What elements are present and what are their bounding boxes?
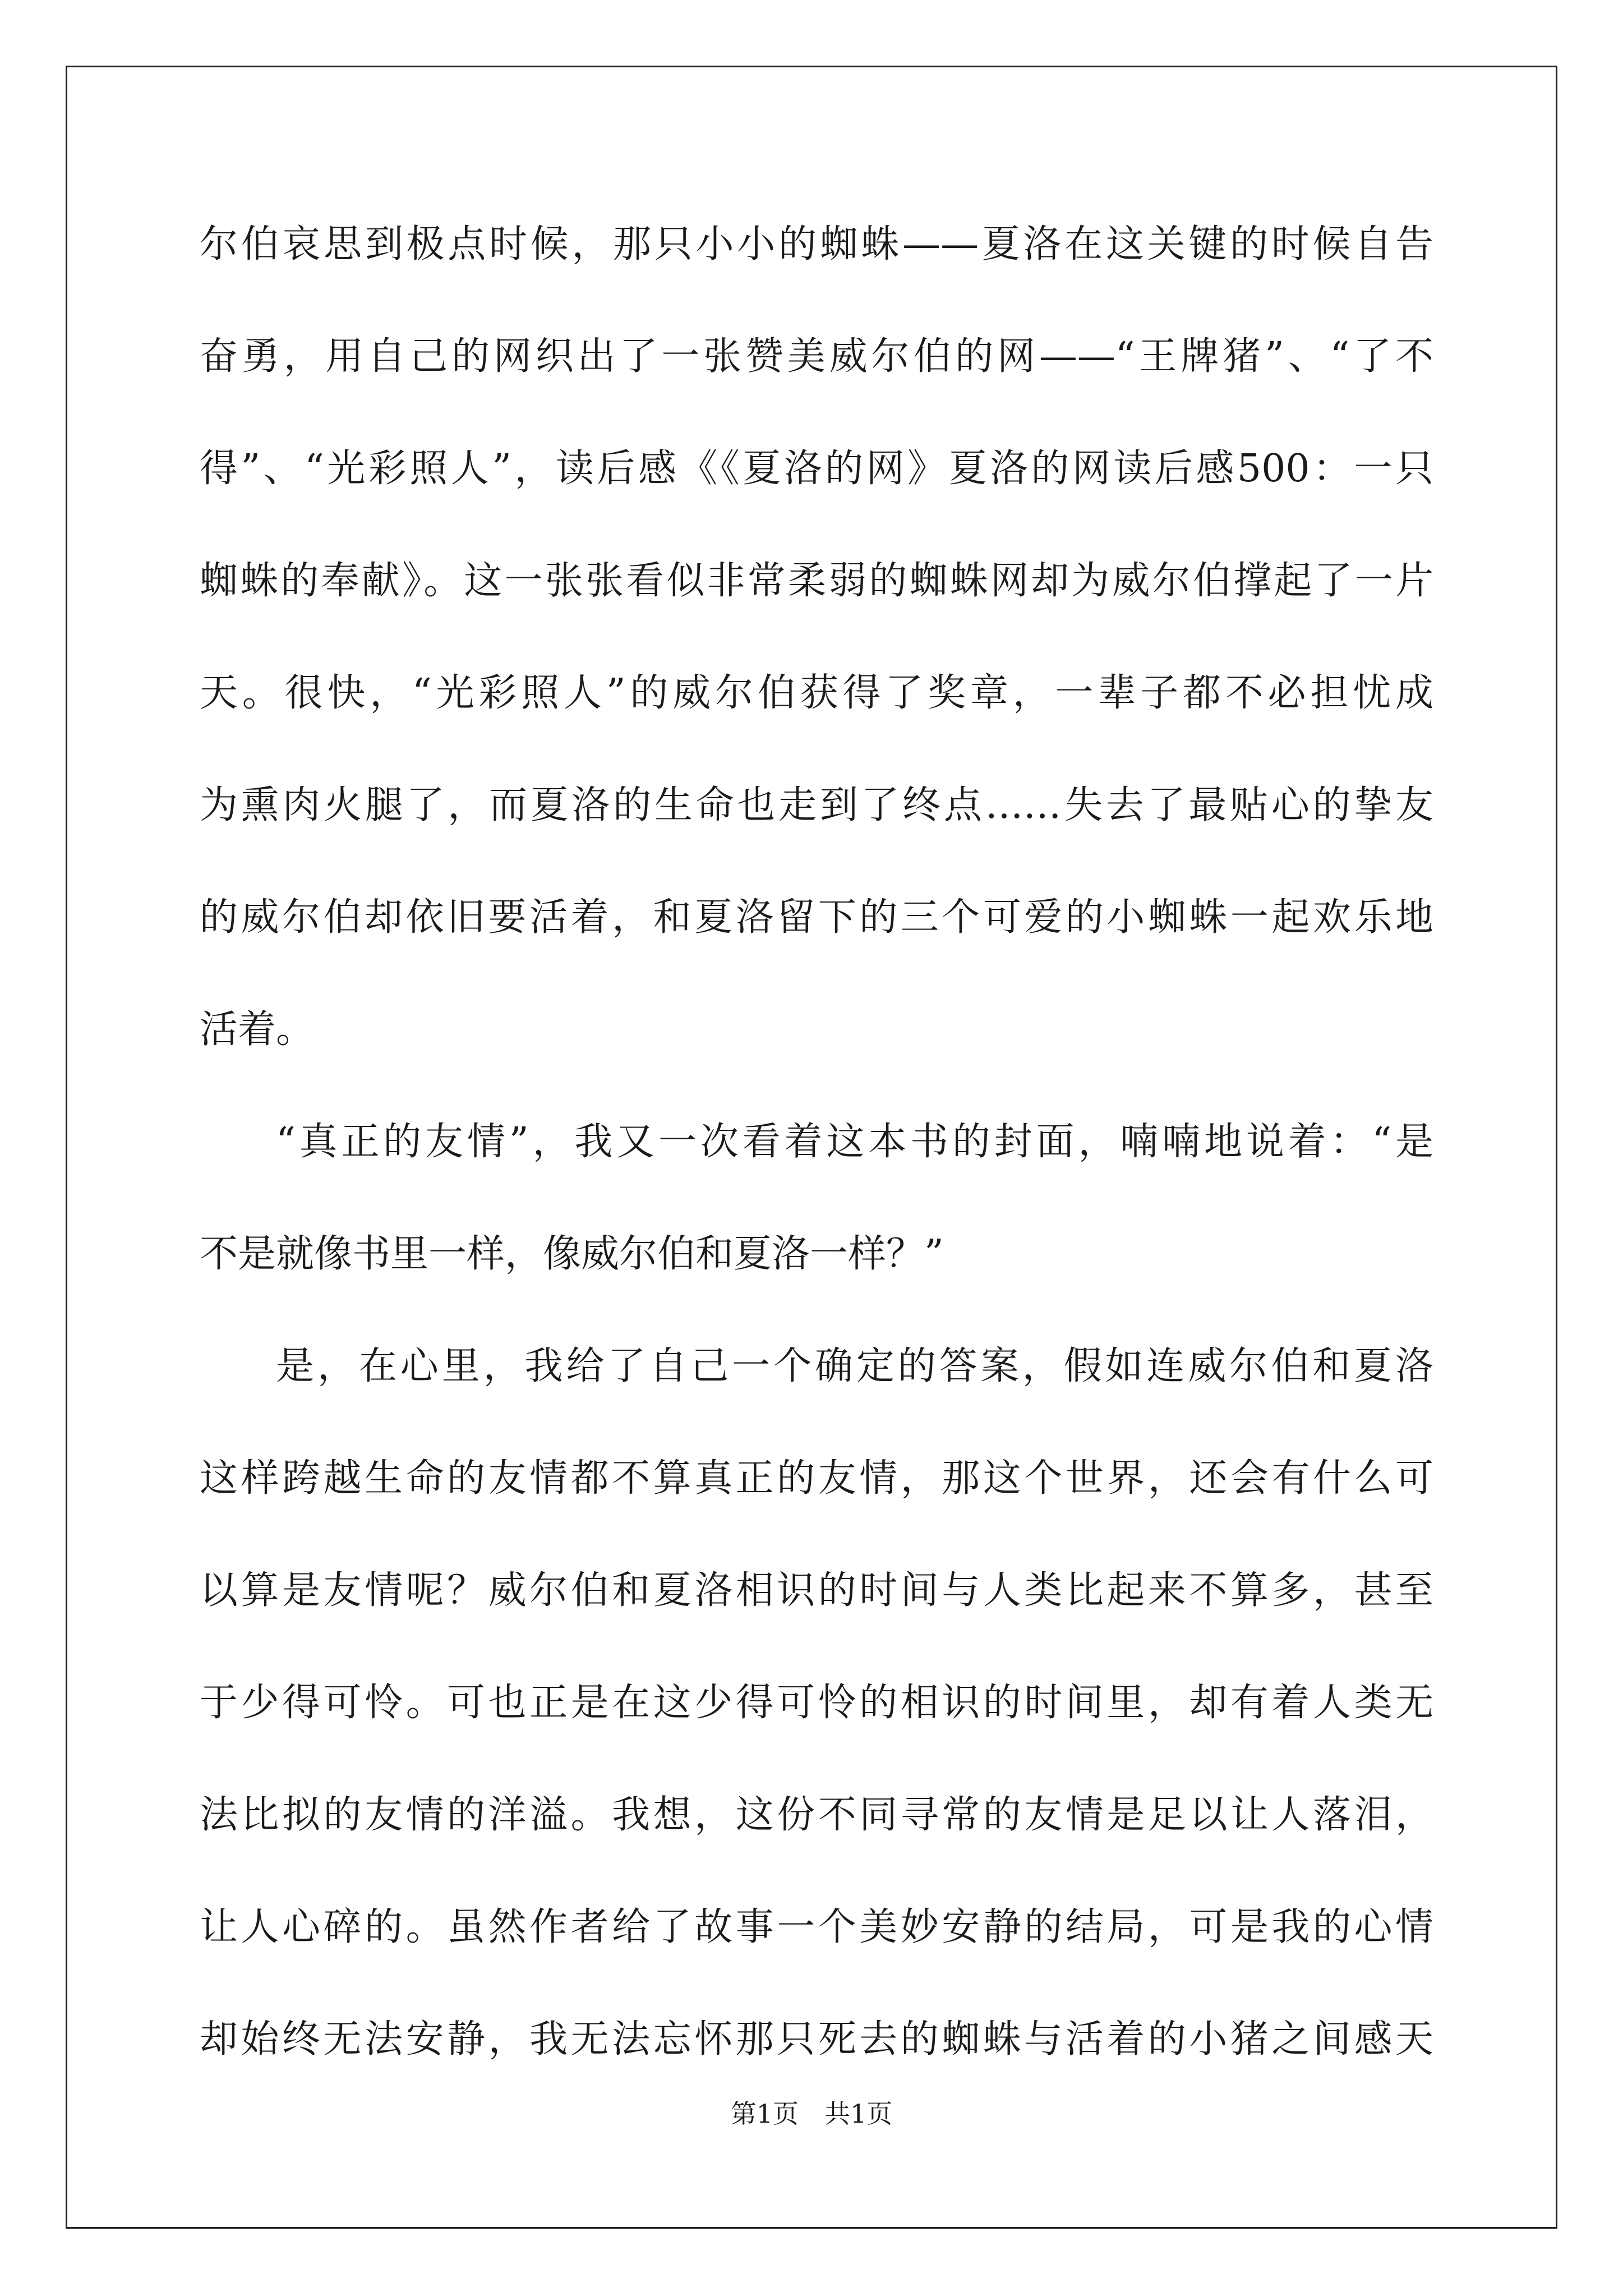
text-line: 天。很快，“光彩照人”的威尔伯获得了奖章，一辈子都不必担忧成 <box>200 671 1433 715</box>
text-line: 不是就像书里一样，像威尔伯和夏洛一样？” <box>200 1232 944 1276</box>
text-line: 的威尔伯却依旧要活着，和夏洛留下的三个可爱的小蜘蛛一起欢乐地 <box>200 895 1433 940</box>
text-line: 得”、“光彩照人”，读后感《《夏洛的网》夏洛的网读后感500：一只 <box>200 447 1433 491</box>
text-line: 活着。 <box>200 1007 315 1052</box>
document-body <box>200 213 1433 2120</box>
text-line: 法比拟的友情的洋溢。我想，这份不同寻常的友情是足以让人落泪， <box>200 1793 1433 1837</box>
text-line: 却始终无法安静，我无法忘怀那只死去的蜘蛛与活着的小猪之间感天 <box>200 2017 1433 2062</box>
text-line: “真正的友情”，我又一次看着这本书的封面，喃喃地说着：“是 <box>276 1120 1433 1164</box>
text-line: 这样跨越生命的友情都不算真正的友情，那这个世界，还会有什么可 <box>200 1456 1433 1501</box>
text-line: 让人心碎的。虽然作者给了故事一个美妙安静的结局，可是我的心情 <box>200 1905 1433 1949</box>
text-line: 于少得可怜。可也正是在这少得可怜的相识的时间里，却有着人类无 <box>200 1681 1433 1725</box>
text-line: 尔伯哀思到极点时候，那只小小的蜘蛛——夏洛在这关键的时候自告 <box>200 222 1433 266</box>
text-line: 以算是友情呢？威尔伯和夏洛相识的时间与人类比起来不算多，甚至 <box>200 1568 1433 1613</box>
text-line: 为熏肉火腿了，而夏洛的生命也走到了终点……失去了最贴心的挚友 <box>200 783 1433 827</box>
text-line: 奋勇，用自己的网织出了一张赞美威尔伯的网——“王牌猪”、“了不 <box>200 334 1433 379</box>
page-number-footer: 第1页 共1页 <box>730 2099 893 2129</box>
text-line: 是，在心里，我给了自己一个确定的答案，假如连威尔伯和夏洛 <box>276 1344 1433 1388</box>
text-line: 蜘蛛的奉献》。这一张张看似非常柔弱的蜘蛛网却为威尔伯撑起了一片 <box>200 559 1433 603</box>
